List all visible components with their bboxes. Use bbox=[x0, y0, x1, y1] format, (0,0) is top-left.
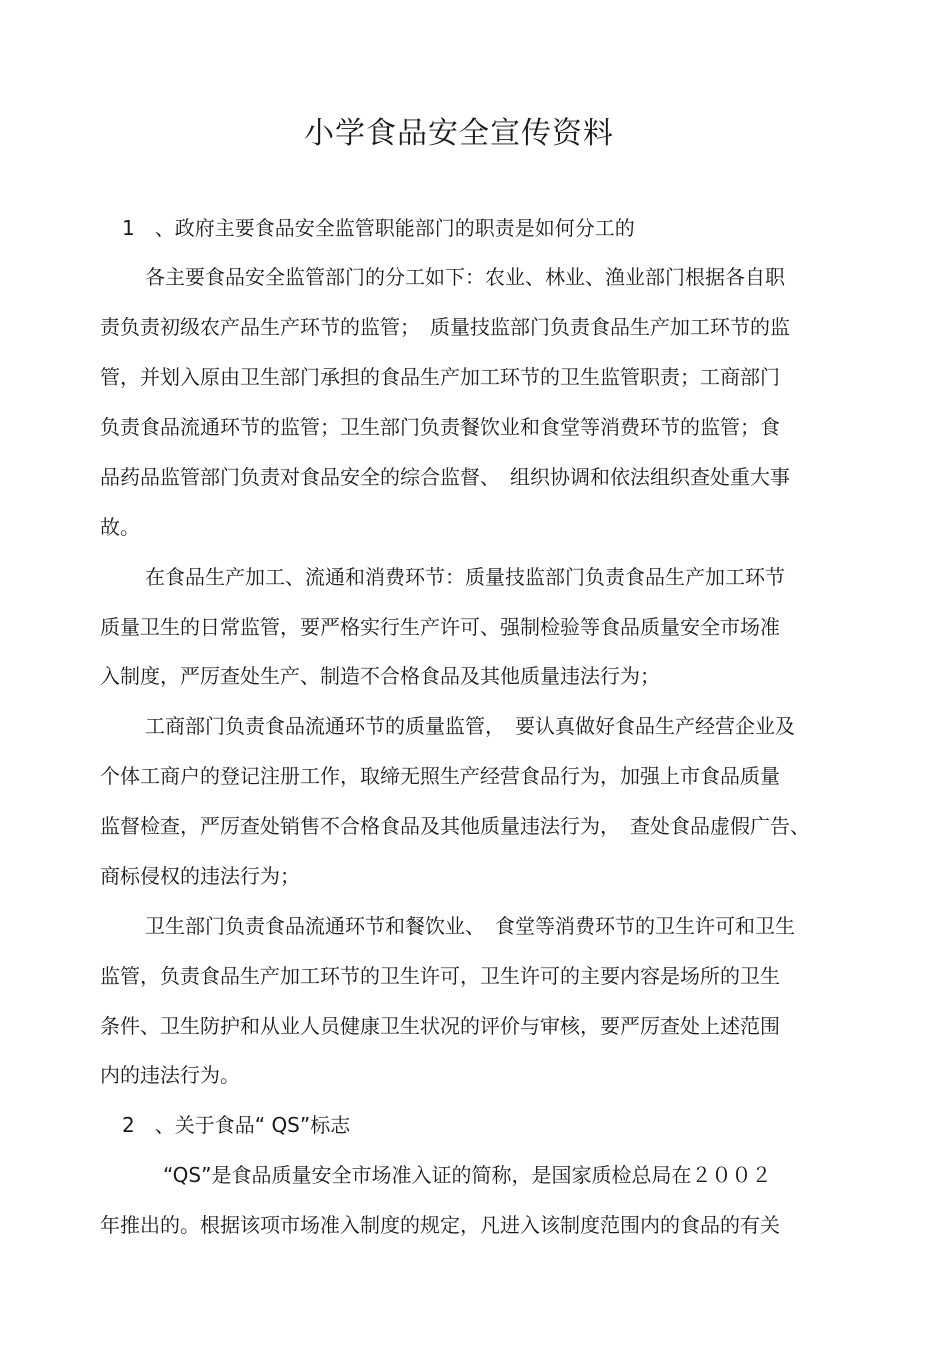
document-title: 小学食品安全宣传资料 bbox=[304, 116, 614, 151]
paragraph-line: 年推出的。根据该项市场准入制度的规定，凡进入该制度范围内的食品的有关 bbox=[100, 1213, 780, 1237]
paragraph-line: 质量卫生的日常监管，要严格实行生产许可、强制检验等食品质量安全市场准 bbox=[100, 615, 780, 639]
paragraph-line: 监管，负责食品生产加工环节的卫生许可，卫生许可的主要内容是场所的卫生 bbox=[100, 964, 780, 988]
paragraph-line: 管，并划入原由卫生部门承担的食品生产加工环节的卫生监管职责；工商部门 bbox=[100, 365, 780, 389]
paragraph-line: “QS”是食品质量安全市场准入证的简称，是国家质检总局在２００２ bbox=[163, 1163, 772, 1187]
paragraph-line: 负责食品流通环节的监管；卫生部门负责餐饮业和食堂等消费环节的监管；食 bbox=[100, 415, 780, 439]
paragraph-line: 品药品监管部门负责对食品安全的综合监督、 组织协调和依法组织查处重大事 bbox=[100, 465, 790, 489]
paragraph-line: 故。 bbox=[100, 515, 140, 539]
paragraph-line: 各主要食品安全监管部门的分工如下：农业、林业、渔业部门根据各自职 bbox=[145, 265, 785, 289]
paragraph-line: 条件、卫生防护和从业人员健康卫生状况的评价与审核，要严厉查处上述范围 bbox=[100, 1014, 780, 1038]
paragraph-line: 卫生部门负责食品流通环节和餐饮业、 食堂等消费环节的卫生许可和卫生 bbox=[145, 914, 795, 938]
paragraph-line: 工商部门负责食品流通环节的质量监管， 要认真做好食品生产经营企业及 bbox=[145, 714, 795, 738]
section-heading-2: 2 、关于食品“ QS”标志 bbox=[122, 1113, 351, 1137]
paragraph-line: 监督检查，严厉查处销售不合格食品及其他质量违法行为， 查处食品虚假广告、 bbox=[100, 814, 810, 838]
paragraph-line: 内的违法行为。 bbox=[100, 1063, 240, 1087]
paragraph-line: 在食品生产加工、流通和消费环节：质量技监部门负责食品生产加工环节 bbox=[145, 565, 785, 589]
paragraph-line: 责负责初级农产品生产环节的监管； 质量技监部门负责食品生产加工环节的监 bbox=[100, 315, 790, 339]
section-heading-1: 1 、政府主要食品安全监管职能部门的职责是如何分工的 bbox=[122, 216, 635, 240]
paragraph-line: 个体工商户的登记注册工作，取缔无照生产经营食品行为，加强上市食品质量 bbox=[100, 764, 780, 788]
paragraph-line: 商标侵权的违法行为； bbox=[100, 864, 300, 888]
paragraph-line: 入制度，严厉查处生产、制造不合格食品及其他质量违法行为； bbox=[100, 664, 660, 688]
